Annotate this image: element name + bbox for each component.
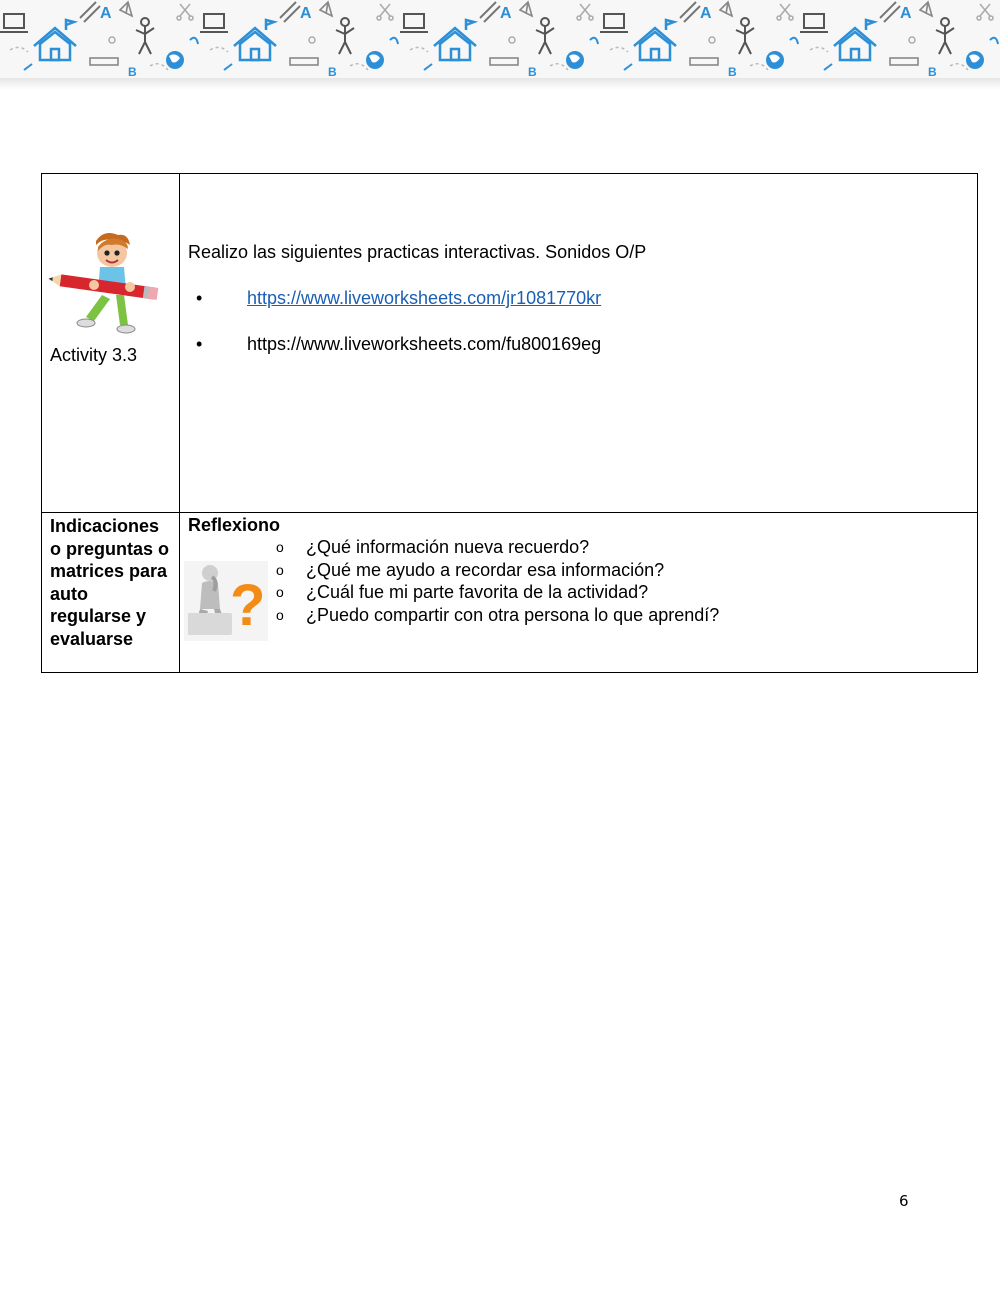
activity-intro-text: Realizo las siguientes practicas interactivas. Sonidos O/P	[188, 242, 647, 262]
bullet-dot: •	[196, 288, 203, 308]
list-item	[276, 536, 719, 559]
activity-label: Activity 3.3	[50, 345, 138, 365]
activity-table	[41, 173, 978, 673]
globe-icon	[166, 51, 184, 69]
evaluation-row	[42, 513, 978, 673]
question-text: ¿Cuál fue mi parte favorita de la actividad?	[306, 582, 649, 602]
bullet-circle: o	[276, 584, 284, 600]
worksheet-link-1[interactable]: https://www.liveworksheets.com/jr1081770kr	[247, 288, 602, 308]
decorative-banner	[0, 0, 1000, 78]
links-list	[196, 288, 602, 380]
list-item	[276, 559, 719, 582]
page-number: 6	[899, 1192, 909, 1210]
letter-b-doodle: B	[128, 65, 137, 78]
bullet-circle: o	[276, 606, 284, 623]
school-doodles-pattern	[0, 0, 1000, 78]
boy-with-pencil-illustration	[46, 229, 170, 334]
bullet-circle: o	[276, 561, 284, 578]
reflection-title: Reflexiono	[188, 515, 281, 535]
activity-label-cell	[42, 174, 180, 513]
question-text: ¿Qué información nueva recuerdo?	[306, 537, 590, 557]
banner-shadow	[0, 78, 1000, 90]
list-item	[196, 334, 602, 380]
bullet-dot: •	[196, 334, 203, 354]
list-item	[276, 581, 719, 604]
svg-text:?: ?	[230, 573, 266, 638]
question-text: ¿Puedo compartir con otra persona lo que aprendí?	[306, 604, 720, 625]
list-item	[196, 288, 602, 334]
evaluation-label: Indicaciones o preguntas o matrices para auto regularse y evaluarse	[50, 516, 170, 649]
activity-content-cell	[180, 174, 978, 513]
reflection-cell	[180, 513, 978, 673]
list-item	[276, 604, 719, 627]
activity-row	[42, 174, 978, 513]
evaluation-label-cell	[42, 513, 180, 673]
question-text: ¿Qué me ayudo a recordar esa información?	[306, 559, 665, 580]
bullet-circle: o	[276, 539, 284, 555]
reflection-questions	[276, 536, 719, 626]
letter-a-doodle: A	[100, 5, 112, 22]
worksheet-url-2: https://www.liveworksheets.com/fu800169eg	[247, 334, 602, 354]
thinking-figure-question-mark-image	[184, 561, 268, 641]
